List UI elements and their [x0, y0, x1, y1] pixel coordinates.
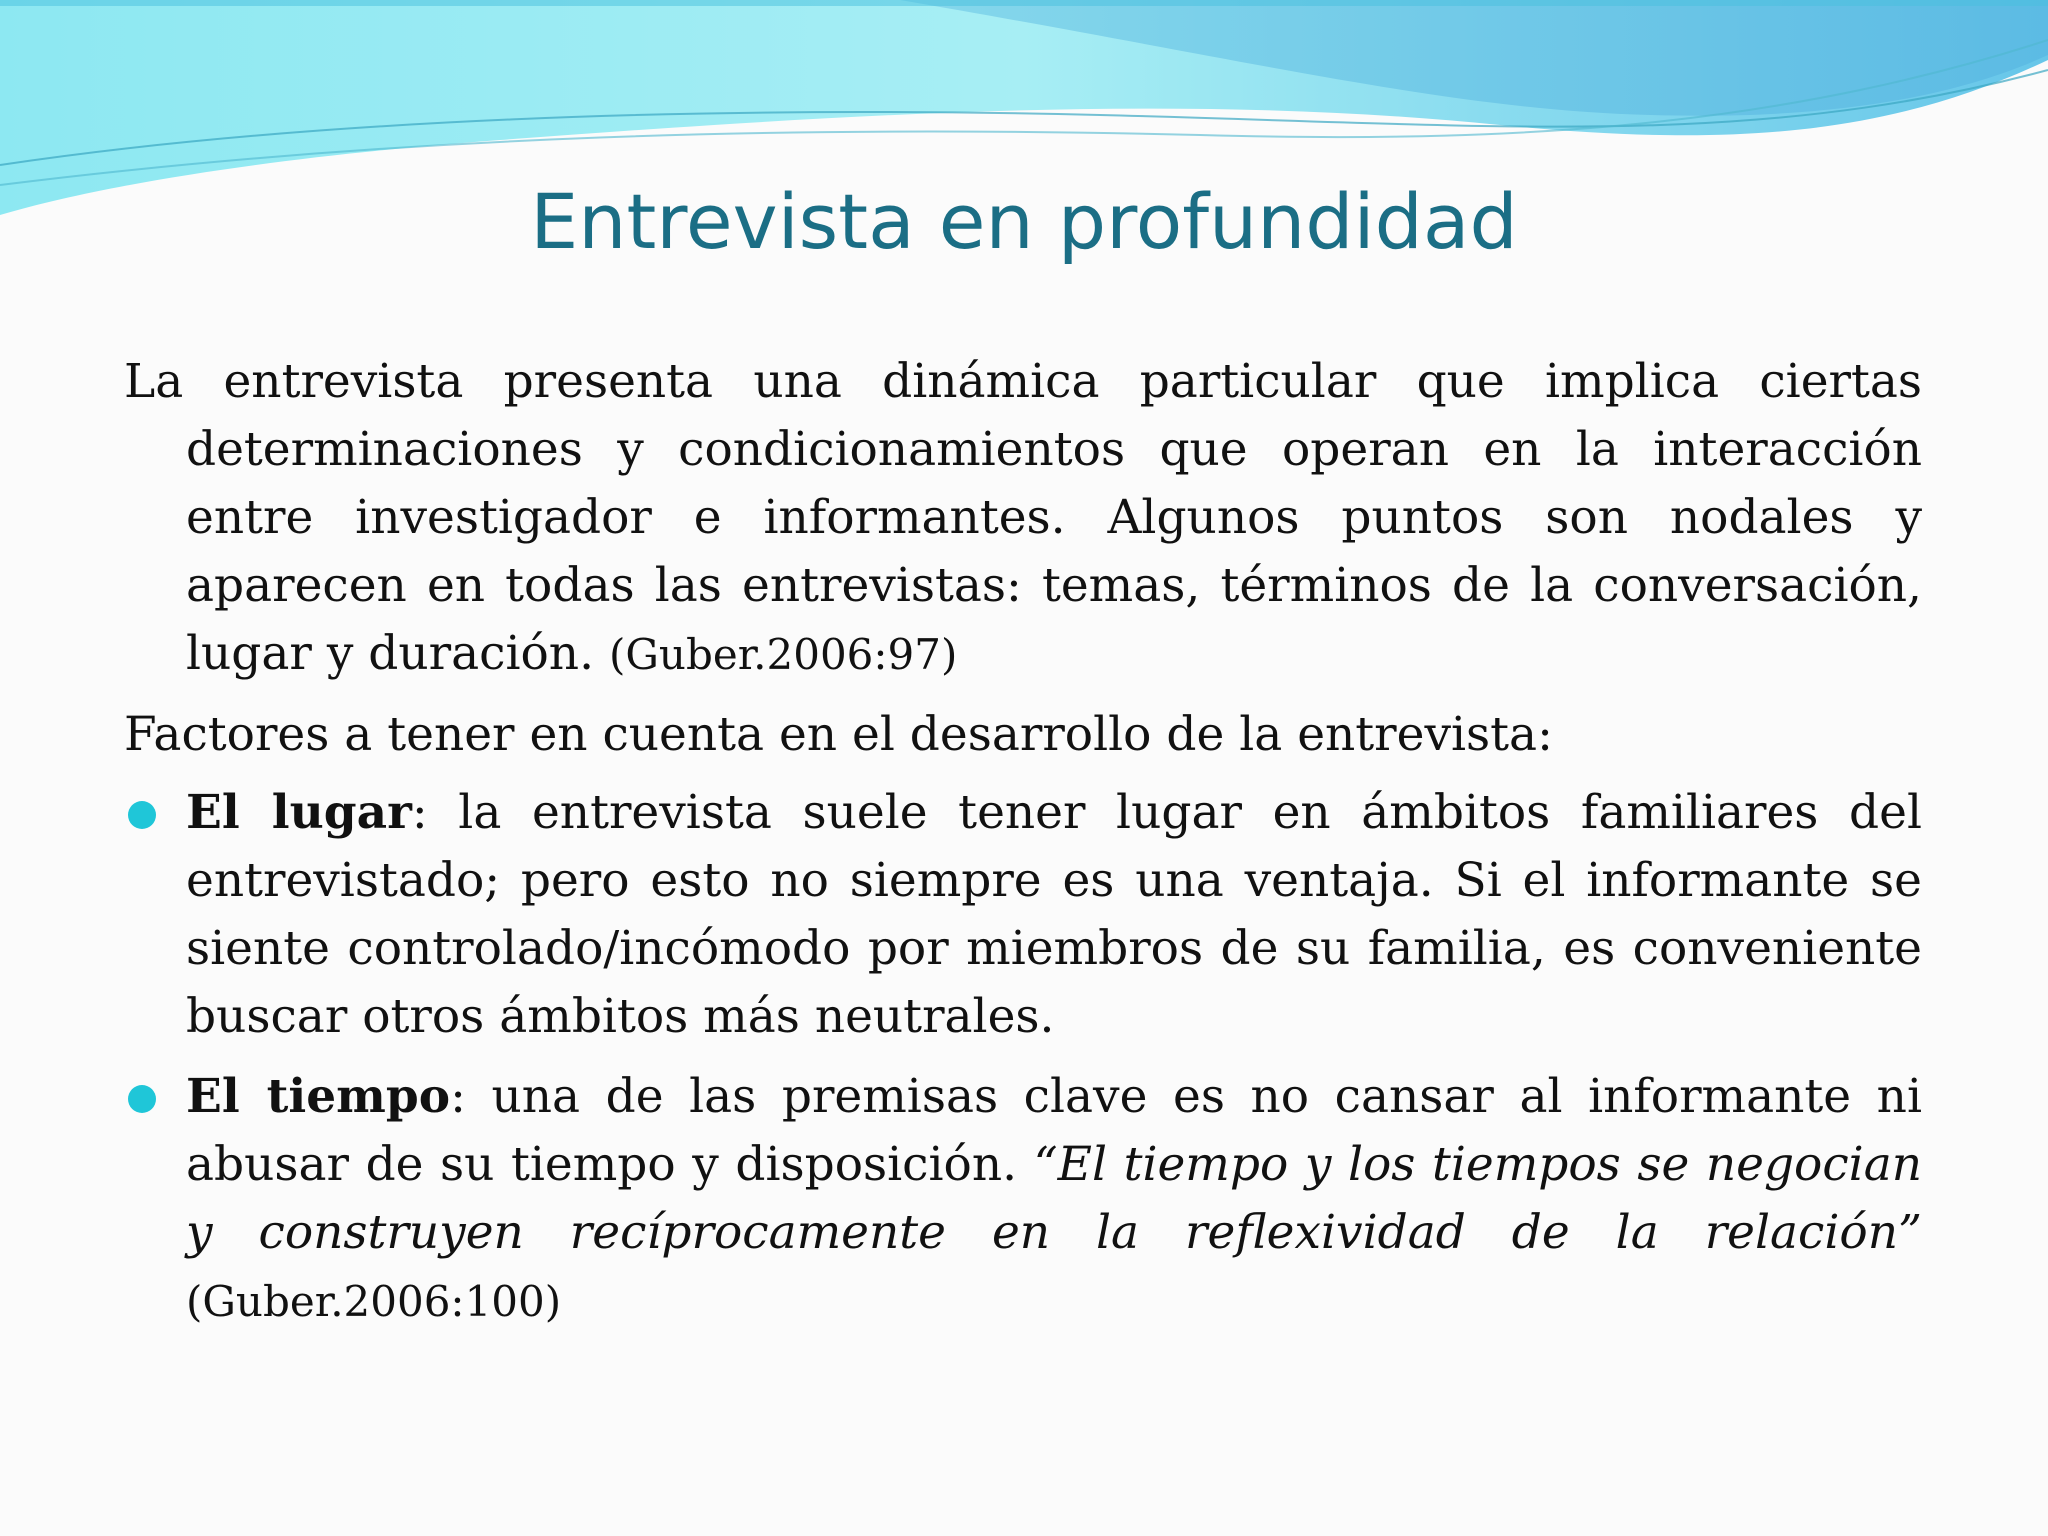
factors-heading: Factores a tener en cuenta en el desarrollo de la entrevista: — [124, 707, 1553, 762]
bullet-text: : la entrevista suele tener lugar en ámbitos familiares del entrevistado; pero esto no siempre es una ventaja. Si el informante se siente controlado/incómodo por miembros de su familia, es conveniente buscar otros ámbitos más neutrales. — [186, 785, 1922, 1044]
intro-text: La entrevista presenta una dinámica particular que implica ciertas determinaciones y condicionamientos que operan en la interacción entre investigador e informantes. Algunos puntos son nodales y aparecen en todas las entrevistas: temas, términos de la conversación, lugar y duración. — [124, 354, 1922, 681]
bullet-citation: (Guber.2006:100) — [186, 1277, 562, 1326]
bullet-dot-icon — [128, 801, 156, 829]
bullet-dot-icon — [128, 1085, 156, 1113]
intro-citation: (Guber.2006:97) — [608, 630, 958, 679]
slide-body — [124, 348, 1922, 1348]
bullet-term: El lugar — [186, 785, 412, 840]
bullet-item-tiempo — [124, 1063, 1922, 1336]
intro-paragraph — [124, 348, 1922, 689]
bullet-quote: “El tiempo y los tiempos se negocian y construyen recíprocamente en la reflexividad de la relación” — [186, 1137, 1922, 1260]
bullet-text: : una de las premisas clave es no cansar al informante ni abusar de su tiempo y disposición. — [186, 1069, 1922, 1192]
slide-title: Entrevista en profundidad — [530, 177, 1518, 266]
bullet-term: El tiempo — [186, 1069, 451, 1124]
bullet-item-lugar — [124, 779, 1922, 1051]
